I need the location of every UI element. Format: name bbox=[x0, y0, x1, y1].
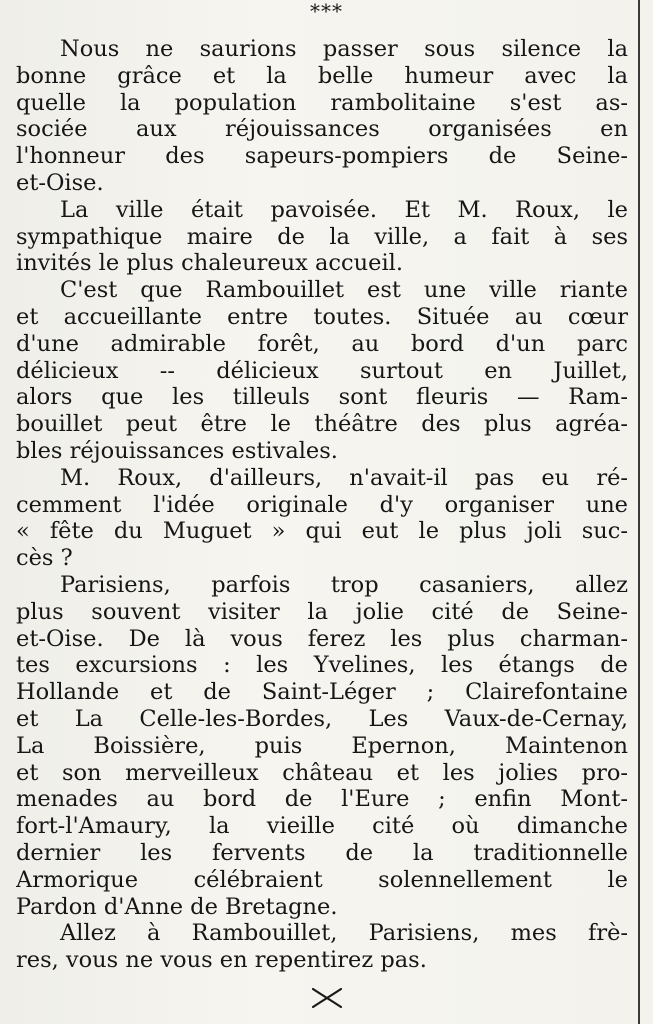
text-line: d'une admirable forêt, au bord d'un parc bbox=[16, 330, 628, 357]
text-line: Armorique célébraient solennellement le bbox=[16, 866, 628, 893]
text-line: bonne grâce et la belle humeur avec la bbox=[16, 62, 628, 89]
text-line: M. Roux, d'ailleurs, n'avait-il pas eu ré- bbox=[60, 464, 628, 491]
text-line: délicieux -- délicieux surtout en Juillet, bbox=[16, 357, 628, 384]
text-line: et accueillante entre toutes. Située au cœur bbox=[16, 303, 628, 330]
text-line: l'honneur des sapeurs-pompiers de Seine- bbox=[16, 143, 628, 170]
text-line: Pardon d'Anne de Bretagne. bbox=[16, 893, 338, 920]
column-rule bbox=[638, 0, 640, 1024]
text-line: res, vous ne vous en repentirez pas. bbox=[16, 947, 427, 974]
paragraph bbox=[16, 920, 628, 974]
text-line: et-Oise. bbox=[16, 169, 104, 196]
asterism-ornament: *** bbox=[310, 0, 343, 23]
text-line: C'est que Rambouillet est une ville riante bbox=[60, 277, 628, 304]
article-column bbox=[16, 36, 628, 974]
text-line: et-Oise. De là vous ferez les plus charman- bbox=[16, 625, 628, 652]
text-line: cès ? bbox=[16, 545, 73, 572]
text-line: dernier les fervents de la traditionnelle bbox=[16, 839, 628, 866]
text-line: Hollande et de Saint-Léger ; Clairefontaine bbox=[16, 679, 628, 706]
text-line: menades au bord de l'Eure ; enfin Mont- bbox=[16, 786, 628, 813]
text-line: Allez à Rambouillet, Parisiens, mes frè- bbox=[60, 920, 628, 947]
paragraph bbox=[16, 572, 628, 920]
text-line: alors que les tilleuls sont fleuris — Ram- bbox=[16, 384, 628, 411]
text-line: bles réjouissances estivales. bbox=[16, 437, 338, 464]
text-line: invités le plus chaleureux accueil. bbox=[16, 250, 403, 277]
paragraph bbox=[16, 197, 628, 277]
text-line: « fête du Muguet » qui eut le plus joli suc- bbox=[16, 518, 628, 545]
text-line: La ville était pavoisée. Et M. Roux, le bbox=[60, 196, 628, 223]
crossed-swash-ornament-icon bbox=[0, 986, 653, 1014]
text-line: plus souvent visiter la jolie cité de Seine- bbox=[16, 598, 628, 625]
text-line: Parisiens, parfois trop casaniers, allez bbox=[60, 571, 628, 598]
text-line: sympathique maire de la ville, a fait à ses bbox=[16, 223, 628, 250]
paragraph bbox=[16, 277, 628, 465]
text-line: tes excursions : les Yvelines, les étangs de bbox=[16, 652, 628, 679]
text-line: bouillet peut être le théâtre des plus agréa- bbox=[16, 411, 628, 438]
paragraph bbox=[16, 465, 628, 572]
paragraph bbox=[16, 36, 628, 197]
text-line: fort-l'Amaury, la vieille cité où dimanche bbox=[16, 813, 628, 840]
text-line: et La Celle-les-Bordes, Les Vaux-de-Cernay, bbox=[16, 705, 628, 732]
text-line: sociée aux réjouissances organisées en bbox=[16, 116, 628, 143]
text-line: quelle la population rambolitaine s'est as- bbox=[16, 89, 628, 116]
text-line: Nous ne saurions passer sous silence la bbox=[60, 36, 628, 62]
text-line: cemment l'idée originale d'y organiser une bbox=[16, 491, 628, 518]
text-line: et son merveilleux château et les jolies pro- bbox=[16, 759, 628, 786]
text-line: La Boissière, puis Epernon, Maintenon bbox=[16, 732, 628, 759]
